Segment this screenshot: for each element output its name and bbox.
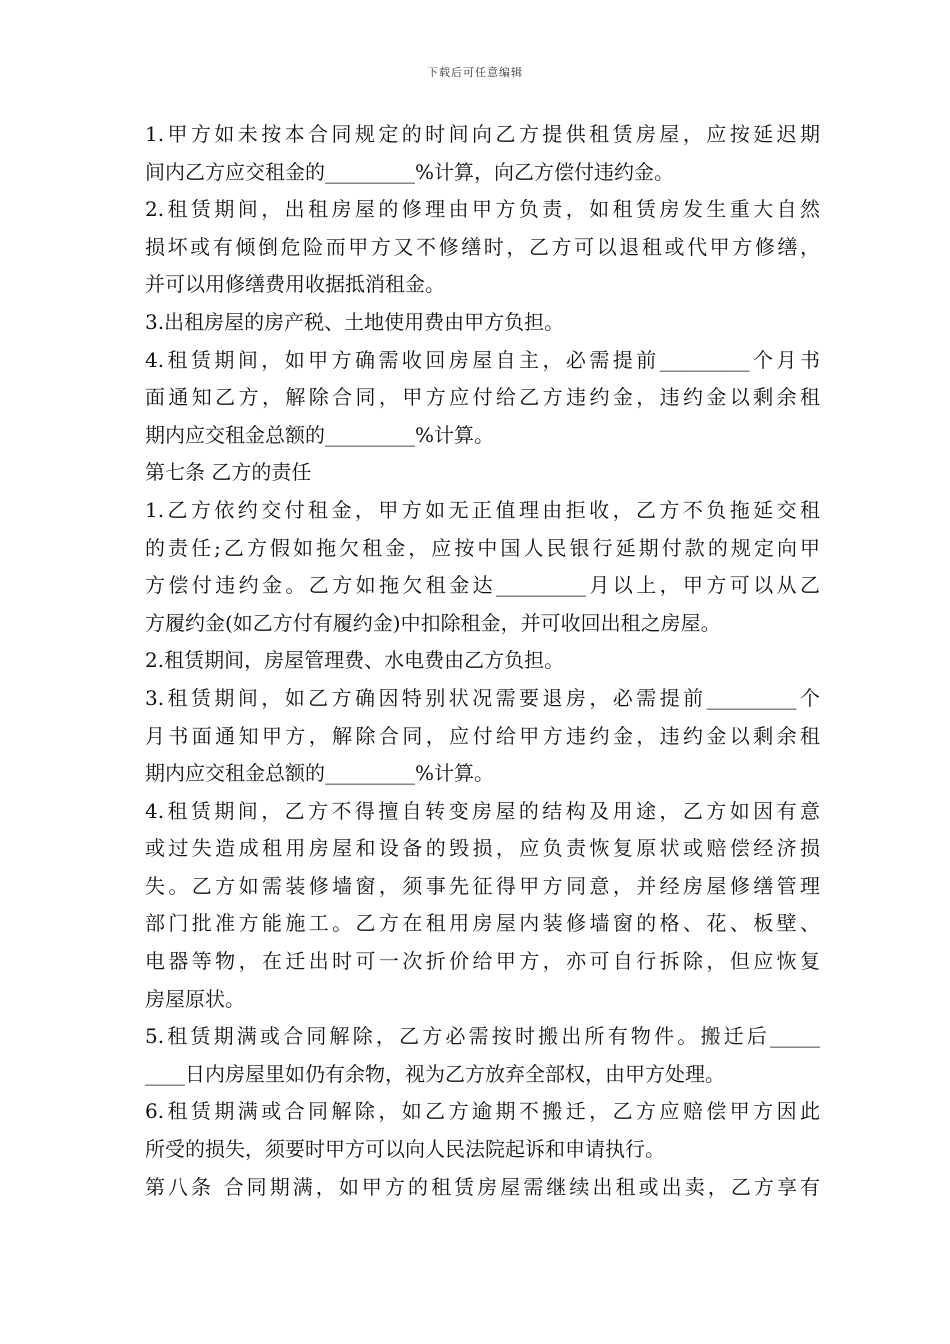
text-line: 所受的损失，须要时甲方可以向人民法院起诉和申请执行。 xyxy=(145,1137,665,1162)
text-line: 电器等物，在迁出时可一次折价给甲方，亦可自行拆除，但应恢复 xyxy=(145,949,820,974)
text-line: 4.租赁期间，乙方不得擅自转变房屋的结构及用途，乙方如因有意 xyxy=(145,798,820,823)
document-body xyxy=(145,116,820,1206)
text-line: 月书面通知甲方，解除合同，应付给甲方违约金，违约金以剩余租 xyxy=(145,723,820,748)
text-line: 2.租赁期间，出租房屋的修理由甲方负责，如租赁房发生重大自然 xyxy=(145,197,820,222)
text-line: 5.租赁期满或合同解除，乙方必需按时搬出所有物件。搬迁后_____ xyxy=(145,1024,820,1049)
text-line: 3.出租房屋的房产税、土地使用费由甲方负担。 xyxy=(145,309,565,334)
text-line: 期内应交租金总额的_________%计算。 xyxy=(145,422,495,447)
text-line: 的责任;乙方假如拖欠租金，应按中国人民银行延期付款的规定向甲 xyxy=(145,535,820,560)
text-line: 1.乙方依约交付租金，甲方如无正值理由拒收，乙方不负拖延交租 xyxy=(145,497,820,522)
section-heading: 第七条 乙方的责任 xyxy=(145,460,312,485)
text-line: 方偿付违约金。乙方如拖欠租金达_________月以上，甲方可以从乙 xyxy=(145,573,820,598)
text-line: 房屋原状。 xyxy=(145,986,245,1011)
page-header: 下载后可任意编辑 xyxy=(427,66,523,79)
text-line: 部门批准方能施工。乙方在租用房屋内装修墙窗的格、花、板壁、 xyxy=(145,911,820,936)
text-line: 6.租赁期满或合同解除，如乙方逾期不搬迁，乙方应赔偿甲方因此 xyxy=(145,1099,820,1124)
text-line: 期内应交租金总额的_________%计算。 xyxy=(145,761,495,786)
text-line: 或过失造成租用房屋和设备的毁损，应负责恢复原状或赔偿经济损 xyxy=(145,836,820,861)
text-line: 2.租赁期间，房屋管理费、水电费由乙方负担。 xyxy=(145,648,565,673)
text-line: 面通知乙方，解除合同，甲方应付给乙方违约金，违约金以剩余租 xyxy=(145,385,820,410)
text-line: 失。乙方如需装修墙窗，须事先征得甲方同意，并经房屋修缮管理 xyxy=(145,873,820,898)
text-line: 间内乙方应交租金的_________%计算，向乙方偿付违约金。 xyxy=(145,159,675,184)
text-line: 并可以用修缮费用收据抵消租金。 xyxy=(145,272,445,297)
text-line: ____日内房屋里如仍有余物，视为乙方放弃全部权，由甲方处理。 xyxy=(145,1061,725,1086)
section-heading: 第八条 合同期满，如甲方的租赁房屋需继续出租或出卖，乙方享有 xyxy=(145,1174,820,1199)
text-line: 1.甲方如未按本合同规定的时间向乙方提供租赁房屋，应按延迟期 xyxy=(145,122,820,146)
text-line: 方履约金(如乙方付有履约金)中扣除租金，并可收回出租之房屋。 xyxy=(145,610,721,635)
text-line: 3.租赁期间，如乙方确因特别状况需要退房，必需提前_________个 xyxy=(145,685,820,710)
text-line: 损坏或有倾倒危险而甲方又不修缮时，乙方可以退租或代甲方修缮， xyxy=(145,234,820,259)
text-line: 4.租赁期间，如甲方确需收回房屋自主，必需提前_________个月书 xyxy=(145,347,820,372)
